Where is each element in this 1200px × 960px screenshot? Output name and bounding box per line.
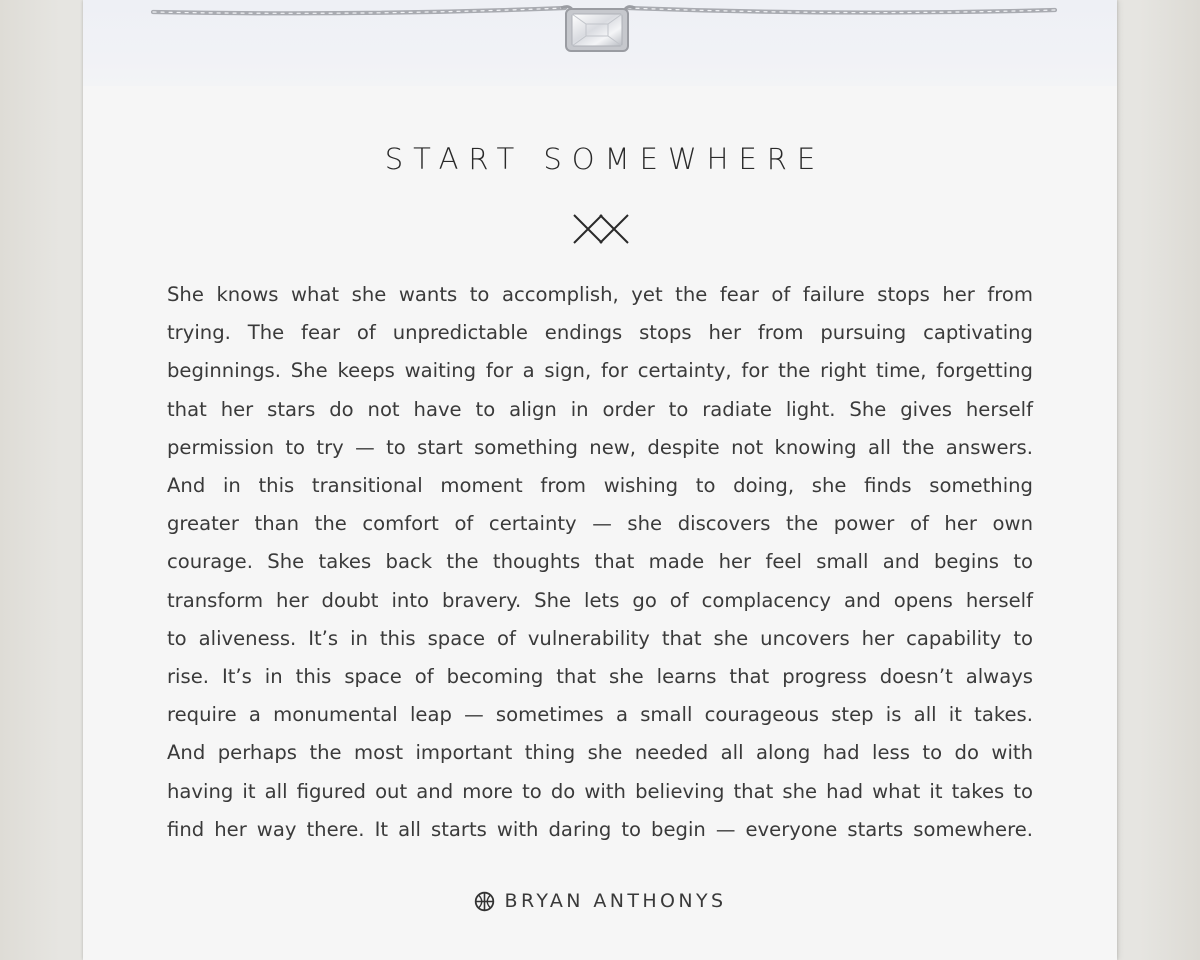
poem-line: permission to try — to start something new, despite not knowing all the answers. bbox=[167, 435, 1033, 459]
card-poem bbox=[167, 276, 1033, 849]
brand-name: BRYAN ANTHONYS bbox=[504, 890, 727, 912]
poem-line: beginnings. She keeps waiting for a sign, for certainty, for the right time, forgetting bbox=[167, 359, 1033, 383]
poem-line: greater than the comfort of certainty — she discovers the power of her own bbox=[167, 512, 1033, 536]
xx-cross-icon bbox=[572, 213, 630, 245]
globe-logo-icon bbox=[474, 891, 495, 912]
jewelry-card bbox=[83, 0, 1117, 960]
poem-line: rise. It’s in this space of becoming that she learns that progress doesn’t always bbox=[167, 665, 1033, 689]
poem-line: courage. She takes back the thoughts that made her feel small and begins to bbox=[167, 550, 1033, 574]
brand-logo bbox=[83, 890, 1117, 912]
poem-line: transform her doubt into bravery. She lets go of complacency and opens herself bbox=[167, 588, 1033, 612]
poem-line: require a monumental leap — sometimes a small courageous step is all it takes. bbox=[167, 703, 1033, 727]
poem-line: to aliveness. It’s in this space of vulnerability that she uncovers her capability to bbox=[167, 626, 1033, 650]
poem-line: trying. The fear of unpredictable endings stops her from pursuing captivating bbox=[167, 321, 1033, 345]
necklace-chain-icon bbox=[83, 0, 1117, 86]
poem-line: that her stars do not have to align in order to radiate light. She gives herself bbox=[167, 397, 1033, 421]
poem-line: having it all figured out and more to do with believing that she had what it takes to bbox=[167, 779, 1033, 803]
necklace-photo-area bbox=[83, 0, 1117, 86]
poem-line: And perhaps the most important thing she needed all along had less to do with bbox=[167, 741, 1033, 765]
card-title: START SOMEWHERE bbox=[384, 142, 826, 176]
poem-line: She knows what she wants to accomplish, yet the fear of failure stops her from bbox=[167, 283, 1033, 306]
poem-line: find her way there. It all starts with daring to begin — everyone starts somewhere. bbox=[167, 817, 1033, 841]
poem-line: And in this transitional moment from wishing to doing, she finds something bbox=[167, 474, 1033, 498]
